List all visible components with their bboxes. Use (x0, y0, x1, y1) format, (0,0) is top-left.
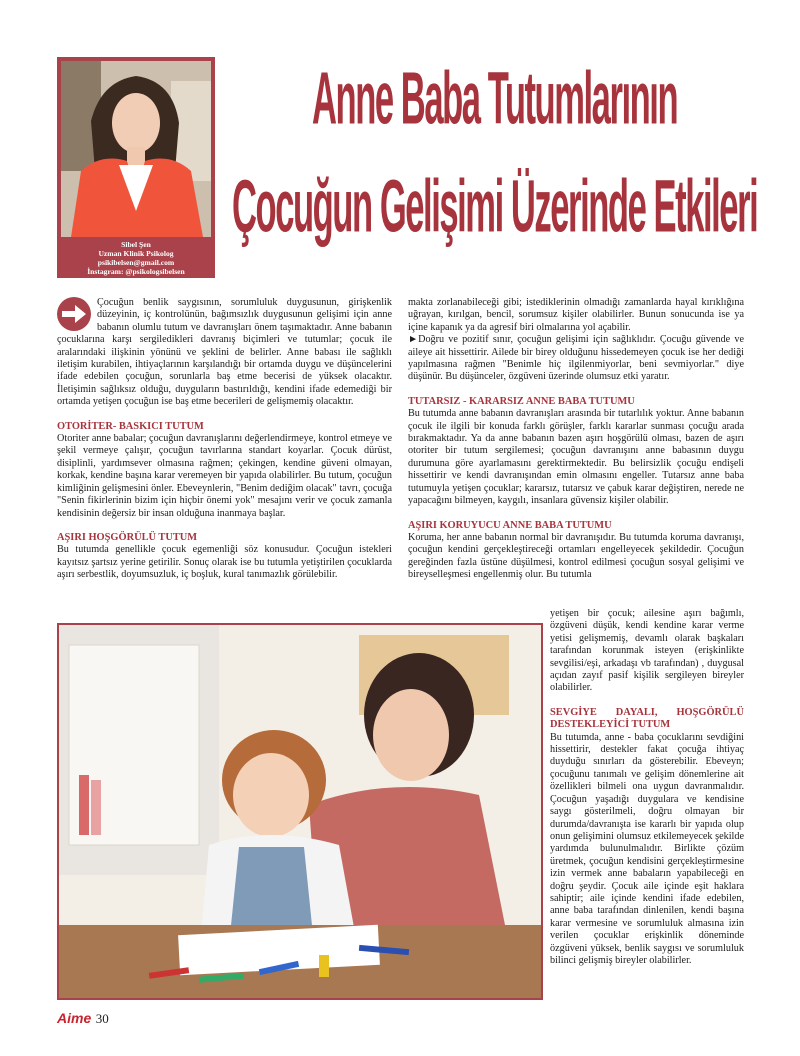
heading-inconsistent: TUTARSIZ - KARARSIZ ANNE BABA TUTUMU (408, 395, 635, 407)
paragraph-inconsistent: Bu tutumda anne babanın davranışları arasında bir tutarlılık yoktur. Anne babanın çocuk ile ilgili bir konuda farklı görüşler, farklı kararlar sunması çocuğu arada bırakmaktadır. Ya da anne babanın bazen aşırı hoşgörülü olması, bazen de aşırı otoriter bir tutum sergilemesi; çocuğun davranışını anne babasının duygu durumuna göre ayarlamasını gerektirmektedir. Bu belirsizlik çocuğu endişeli hissettirir ve kendi davranışından emin olmasını engeller. Tutarsız anne baba tutumuyla yetişen çocuklar; kararsız, tutarsız ve çabuk karar değiştiren, nerede ne yapacağını bilmeyen, kaygılı, insanlara güvensiz kişiler olabilir. (408, 408, 744, 507)
paragraph-permissive: Bu tutumda genellikle çocuk egemenliği söz konusudur. Çocuğun istekleri kayıtsız şartsız yerine getirilir. Sonuç olarak ise bu tutumla yetiştirilen çocuklarda aşırı serbestlik, doyumsuzluk, iç boşluk, kural tanımazlık görülebilir. (57, 544, 392, 581)
left-column (57, 297, 392, 582)
author-email: psikibelsen@gmail.com (97, 258, 175, 267)
narrow-column (550, 608, 744, 967)
page-number: 30 (95, 1011, 109, 1026)
paragraph-positive-limits: ►Doğru ve pozitif sınır, çocuğun gelişimi için sağlıklıdır. Çocuğu güvende ve aileye ait hissettirir. Ailede bir birey olduğunu hissedemeyen çocuk ise her dediği yapılmasına rağmen "Benimle hiç ilgilenmiyorlar, beni sevmiyorlar." diye düşünür. Bu düşünceler, özgüveni üzerinde olumsuz etki yaratır. (408, 334, 744, 383)
mother-daughter-photo (57, 623, 543, 1000)
title-line-2: Çocuğun Gelişimi Üzerinde Etkileri (232, 166, 758, 249)
magazine-logo: Aime (57, 1010, 92, 1026)
author-role: Uzman Klinik Psikolog (98, 249, 174, 258)
paragraph-overprotective-cont: yetişen bir çocuk; ailesine aşırı bağımlı, özgüveni düşük, kendi kendine karar verme yetisi gelişmemiş, devamlı olarak başkaları tarafından korunmak isteyen (erişkinlikte sevgilisi/eşi, arkadaşı vb tarafından) , duygusal açıdan zayıf pasif kişilik sergileyen bireyler olabilirler. (550, 608, 744, 694)
intro-paragraph: Çocuğun benlik saygısının, sorumluluk duygusunun, girişkenlik düzeyinin, iç kontrolünün, bağımsızlık duygusunun gelişimi için anne babanın olumlu tutum ve davranışları önem taşımaktadır. Anne babanın çocuklarına karşı sergiledikleri davranış biçimleri ve tutumlar; çocuk ile aralarındaki ilişkinin yönünü ve şeklini de belirler. Anne babası ile sağlıklı iletişim kurabilen, ihtiyaçlarının karşılandığı bir ortamda duygu ve düşüncelerini ifade edebilen çocuğun, sorunlarla baş etme becerisi de yüksek olacaktır. İletişimin sağlıksız olduğu, duyguların bastırıldığı, kendini ifade edemediği bir ortamda yetişen çocuğun ise baş etme becerileri de gelişmemiş olacaktır. (57, 297, 392, 408)
footer (57, 1010, 109, 1028)
paragraph-supportive: Bu tutumda, anne - baba çocuklarını sevdiğini hissettirir, destekler fakat çocuğa ihtiyaç duyduğu sınırları da gösterebilir. Ebeveyn; çocuğunu tanımalı ve gelişim dönemlerine ait özellikleri bilmeli ona uygun davranmalıdır. Çocuğun yaşadığı duygulara ve kendisine saygı gösterilmeli, doğru olmayan bir durumda/davranışta ise kararlı bir yapıda olup onun gelişimini olumsuz etkilemeyecek şekilde yardımda bulunulmalıdır. Birlikte çözüm üretmek, çocuğun kendisini gerçekleştirmesine izin vermek anne babaların yapabileceği en doğru şeydir. Çocuk aile içinde eşit haklara sahiptir; aile içinde kendini ifade edebilen, anne baba tarafından dinlenilen, kendi başına karar vermesine ve sorumluluk almasına izin verilen çocuklar erişkinlik döneminde özgüveni yüksek, benlik saygısı ve sorumluluk bilinci gelişmiş bireyler olabilirler. (550, 731, 744, 966)
arrow-right-icon (57, 297, 91, 331)
title-line-1: Anne Baba Tutumlarının (312, 58, 678, 141)
author-box (57, 57, 215, 278)
heading-permissive: AŞIRI HOŞGÖRÜLÜ TUTUM (57, 531, 198, 543)
heading-overprotective: AŞIRI KORUYUCU ANNE BABA TUTUMU (408, 519, 612, 531)
heading-authoritarian: OTORİTER- BASKICI TUTUM (57, 420, 204, 432)
right-column (408, 297, 744, 582)
author-photo (61, 61, 211, 237)
author-instagram: İnstagram: @psikologsibelsen (87, 267, 185, 276)
paragraph-continued: makta zorlanabileceği gibi; istediklerinin olmadığı zamanlarda hayal kırıklığına uğrayan, kırılgan, bencil, sorumsuz kişiler olabilirler. Bunun sonucunda ise ya içine kapanık ya da agresif biri olmalarına yol açabilir. (408, 297, 744, 333)
author-name: Sibel Şen (121, 240, 151, 249)
paragraph-overprotective: Koruma, her anne babanın normal bir davranışıdır. Bu tutumda koruma davranışı, çocuğun kendini gerçekleştireceği ortamları engelleyecek şekildedir. Çocuğun gereğinden fazla üstüne düşülmesi, kontrol edilmesi çocuğun sosyal gelişimi ve bireyselleşmesi engellenmiş olur. Bu tutumla (408, 531, 744, 581)
author-caption (57, 240, 215, 276)
paragraph-authoritarian: Otoriter anne babalar; çocuğun davranışlarını değerlendirmeye, kontrol etmeye ve şekil vermeye çalışır, çocuğun tavırlarına standart koyarlar. Çocuk dürüst, disiplinli, yardımsever olmasına rağmen; çekingen, kendine güveni olmayan, korkak, kendine başına karar veremeyen bir yapıda olabilirler. Bu tutum, çocuğun kimliğinin gelişmesini önler. Ebeveynlerin, "Benim dediğim olacak" tavrı, çocuğa "Senin fikirlerinin bizim için hiçbir önemi yok" mesajını verir ve çocuk zamanla kendisinin değersiz bir insan olduğuna inanmaya başlar. (57, 433, 392, 519)
heading-supportive: SEVGİYE DAYALI, HOŞGÖRÜLÜ DESTEKLEYİCİ TUTUM (550, 706, 744, 731)
